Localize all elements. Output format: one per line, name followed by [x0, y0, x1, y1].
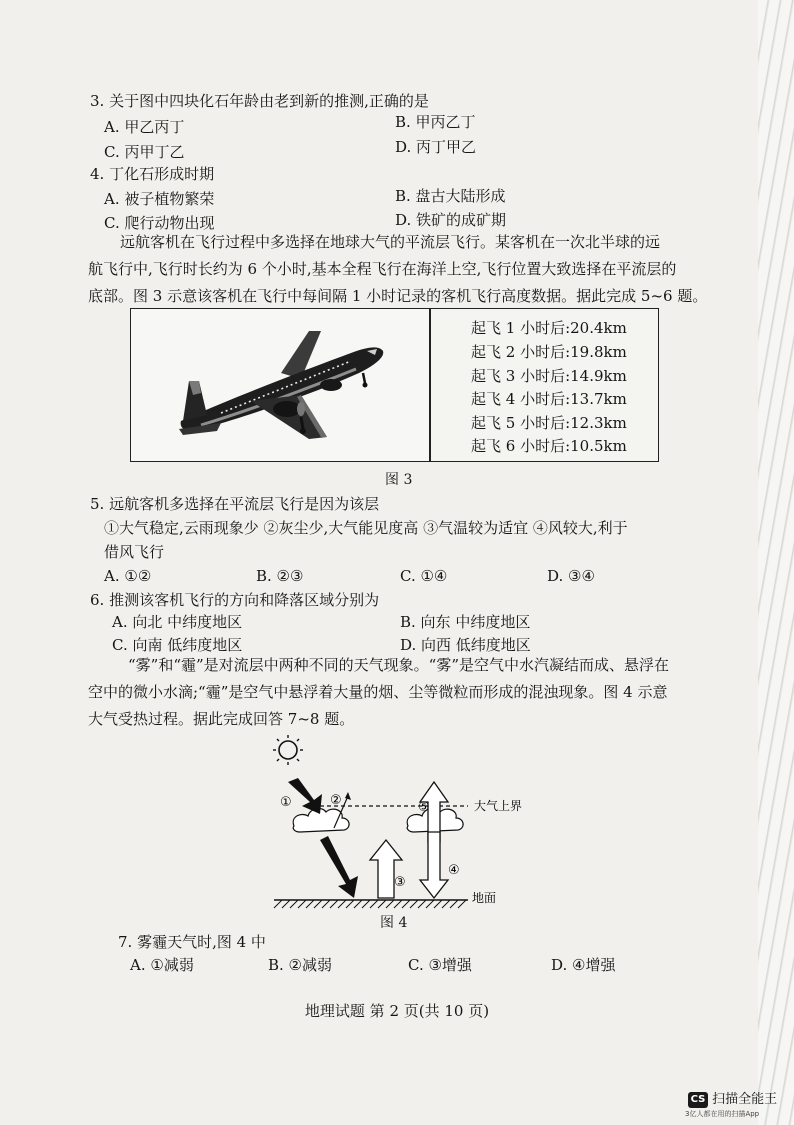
figure-4-diagram [250, 732, 550, 922]
passage-2-line-3: 大气受热过程。据此完成回答 7~8 题。 [88, 710, 355, 728]
atmospheric-counter-radiation-arrow [420, 832, 448, 898]
figure-4-caption: 图 4 [380, 915, 408, 931]
q3-option-d: D. 丙丁甲乙 [395, 138, 477, 156]
label-1: ① [280, 795, 292, 810]
q5-stem: 5. 远航客机多选择在平流层飞行是因为该层 [90, 495, 380, 513]
label-4: ④ [448, 863, 460, 878]
scanner-logo-icon: CS [688, 1092, 708, 1108]
q7-stem: 7. 雾霾天气时,图 4 中 [118, 933, 266, 951]
label-5: ⑤ [418, 800, 430, 815]
q6-stem: 6. 推测该客机飞行的方向和降落区域分别为 [90, 591, 380, 609]
label-2: ② [330, 793, 342, 808]
altitude-row: 起飞 6 小时后:10.5km [471, 437, 627, 455]
q7-option-a: A. ①减弱 [130, 956, 194, 974]
altitude-row: 起飞 5 小时后:12.3km [471, 414, 627, 432]
airplane-icon [131, 309, 429, 461]
passage-2 [88, 652, 728, 733]
q4-option-a: A. 被子植物繁荣 [104, 190, 215, 208]
label-3: ③ [394, 875, 406, 890]
scanner-name: 扫描全能王 [712, 1092, 778, 1107]
page-footer: 地理试题 第 2 页(共 10 页) [304, 1002, 490, 1020]
q6-option-a: A. 向北 中纬度地区 [112, 613, 243, 631]
altitude-row: 起飞 2 小时后:19.8km [471, 343, 627, 361]
q6-option-d: D. 向西 低纬度地区 [400, 636, 531, 654]
passage-1-line-3: 底部。图 3 示意该客机在飞行中每间隔 1 小时记录的客机飞行高度数据。据此完成 5~6 题。 [88, 287, 708, 305]
passage-2-line-1: “雾”和“霾”是对流层中两种不同的天气现象。“雾”是空气中水汽凝结而成、悬浮在 [128, 656, 670, 674]
figure-3 [130, 308, 659, 462]
q4-option-c: C. 爬行动物出现 [104, 214, 215, 232]
passage-1 [88, 229, 728, 310]
solar-radiation-arrow [288, 778, 322, 814]
q4-option-b: B. 盘古大陆形成 [395, 187, 506, 205]
q4-option-d: D. 铁矿的成矿期 [395, 211, 507, 229]
passage-1-line-2: 航飞行中,飞行时长约为 6 个小时,基本全程飞行在海洋上空,飞行位置大致选择在平流层的 [88, 260, 677, 278]
ground-label: 地面 [472, 891, 497, 905]
q6-option-b: B. 向东 中纬度地区 [400, 613, 531, 631]
q5-option-b: B. ②③ [256, 567, 304, 585]
airplane-photo [131, 309, 429, 461]
passage-1-line-1: 远航客机在飞行过程中多选择在地球大气的平流层飞行。某客机在一次北半球的远 [120, 233, 661, 251]
q5-option-d: D. ③④ [547, 567, 595, 585]
figure-3-caption: 图 3 [385, 472, 413, 488]
q6-option-c: C. 向南 低纬度地区 [112, 636, 243, 654]
q3-option-c: C. 丙甲丁乙 [104, 143, 185, 161]
figure-3-divider [429, 309, 431, 461]
q4-stem: 4. 丁化石形成时期 [90, 165, 215, 183]
q3-option-a: A. 甲乙丙丁 [104, 118, 185, 136]
sun-icon [273, 735, 303, 765]
scanner-tagline: 3亿人都在用的扫描App [685, 1110, 760, 1118]
scanner-watermark [685, 1088, 778, 1118]
altitude-row: 起飞 3 小时后:14.9km [471, 367, 627, 385]
q3-option-b: B. 甲丙乙丁 [395, 113, 476, 131]
altitude-row: 起飞 1 小时后:20.4km [471, 319, 627, 337]
q7-option-b: B. ②减弱 [268, 956, 333, 974]
passage-2-line-2: 空中的微小水滴;“霾”是空气中悬浮着大量的烟、尘等微粒而形成的混浊现象。图 4 示意 [88, 683, 668, 701]
altitude-row: 起飞 4 小时后:13.7km [471, 390, 627, 408]
q5-option-a: A. ①② [104, 567, 152, 585]
q3-stem: 3. 关于图中四块化石年龄由老到新的推测,正确的是 [90, 92, 429, 110]
q7-option-d: D. ④增强 [551, 956, 616, 974]
q7-option-c: C. ③增强 [408, 956, 472, 974]
atmosphere-top-label: 大气上界 [474, 799, 523, 813]
scan-edge [758, 0, 794, 1125]
ground-radiation-arrow [320, 836, 358, 898]
q5-statements-line-1: ①大气稳定,云雨现象少 ②灰尘少,大气能见度高 ③气温较为适宜 ④风较大,利于 [104, 519, 628, 537]
q5-statements-line-2: 借风飞行 [104, 543, 165, 561]
q5-option-c: C. ①④ [400, 567, 448, 585]
